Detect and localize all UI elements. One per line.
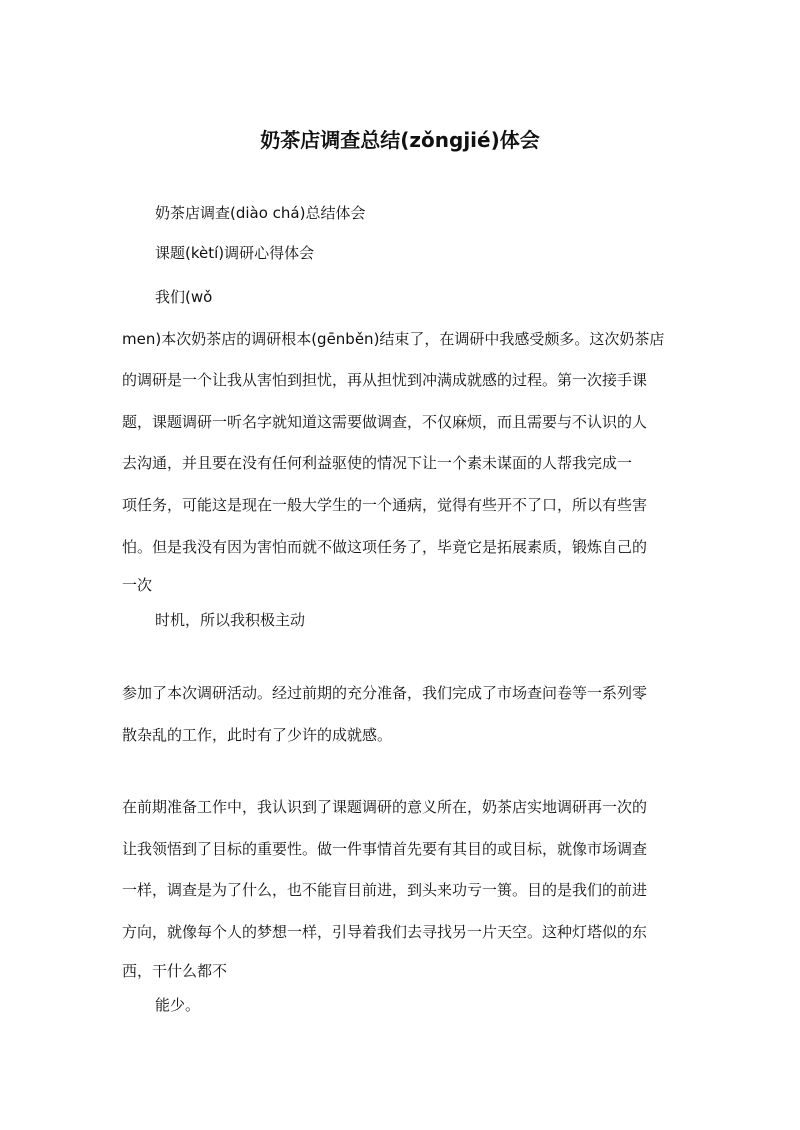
paragraph-line: 让我领悟到了目标的重要性。做一件事情首先要有其目的或目标，就像市场调查 xyxy=(122,840,648,858)
paragraph-line: 在前期准备工作中，我认识到了课题调研的意义所在，奶茶店实地调研再一次的 xyxy=(122,798,648,816)
paragraph-line: 一样，调查是为了什么，也不能盲目前进，到头来功亏一篑。目的是我们的前进 xyxy=(122,881,648,899)
paragraph-line: 奶茶店调查(diào chá)总结体会 xyxy=(155,204,366,222)
paragraph-line: 的调研是一个让我从害怕到担忧，再从担忧到冲满成就感的过程。第一次接手课 xyxy=(122,371,648,389)
paragraph-line: 课题(kètí)调研心得体会 xyxy=(155,244,315,262)
paragraph-line: 项任务，可能这是现在一般大学生的一个通病，觉得有些开不了口，所以有些害 xyxy=(122,496,648,514)
paragraph-line: 西，干什么都不 xyxy=(122,962,228,980)
paragraph-line: 怕。但是我没有因为害怕而就不做这项任务了，毕竟它是拓展素质，锻炼自己的 xyxy=(122,538,648,556)
paragraph-line: 参加了本次调研活动。经过前期的充分准备，我们完成了市场查问卷等一系列零 xyxy=(122,684,648,702)
paragraph-line: 时机，所以我积极主动 xyxy=(155,611,306,629)
document-title: 奶茶店调查总结(zǒngjié)体会 xyxy=(260,128,540,152)
paragraph-line: 题，课题调研一听名字就知道这需要做调查，不仅麻烦，而且需要与不认识的人 xyxy=(122,413,648,431)
paragraph-line: men)本次奶茶店的调研根本(gēnběn)结束了，在调研中我感受颇多。这次奶茶店 xyxy=(122,330,665,348)
paragraph-line: 散杂乱的工作，此时有了少许的成就感。 xyxy=(122,726,393,744)
paragraph-line: 去沟通，并且要在没有任何利益驱使的情况下让一个素未谋面的人帮我完成一 xyxy=(122,454,633,472)
paragraph-line: 能少。 xyxy=(155,996,201,1014)
paragraph-line: 一次 xyxy=(122,576,153,594)
paragraph-line: 我们(wǒ xyxy=(155,288,213,306)
paragraph-line: 方向，就像每个人的梦想一样，引导着我们去寻找另一片天空。这种灯塔似的东 xyxy=(122,923,648,941)
